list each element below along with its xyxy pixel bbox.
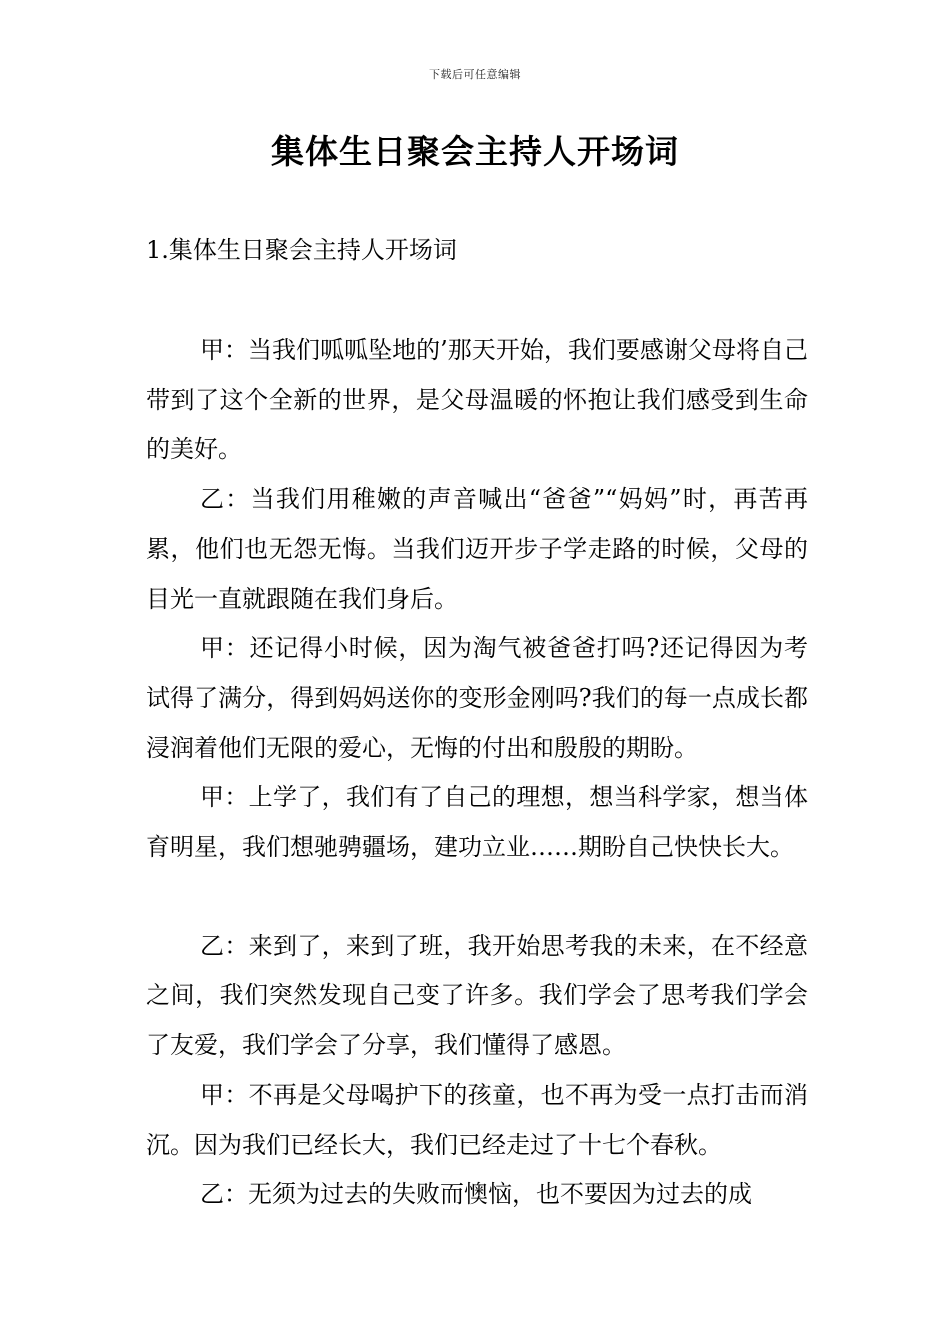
section-heading: 1.集体生日聚会主持人开场词	[146, 236, 457, 264]
paragraph-4: 甲：上学了，我们有了自己的理想，想当科学家，想当体育明星，我们想驰骋疆场，建功立业……期盼自己快快长大。	[146, 783, 808, 862]
paragraph-6: 甲：不再是父母喝护下的孩童，也不再为受一点打击而消沉。因为我们已经长大，我们已经走过了十七个春秋。	[146, 1080, 808, 1159]
paragraph-3: 甲：还记得小时候，因为淘气被爸爸打吗?还记得因为考试得了满分，得到妈妈送你的变形金刚吗?我们的每一点成长都浸润着他们无限的爱心，无悔的付出和殷殷的期盼。	[146, 634, 808, 762]
page-header-note: 下载后可任意编辑	[429, 68, 521, 81]
paragraph-5: 乙：来到了，来到了班，我开始思考我的未来，在不经意之间，我们突然发现自己变了许多。我们学会了思考我们学会了友爱，我们学会了分享，我们懂得了感恩。	[146, 931, 808, 1060]
paragraph-7: 乙：无须为过去的失败而懊恼，也不要因为过去的成	[200, 1180, 752, 1209]
document-body	[146, 326, 808, 1220]
document-title: 集体生日聚会主持人开场词	[271, 132, 679, 171]
paragraph-2: 乙：当我们用稚嫩的声音喊出“爸爸”“妈妈”时，再苦再累，他们也无怨无悔。当我们迈开步子学走路的时候，父母的目光一直就跟随在我们身后。	[146, 485, 808, 613]
paragraph-1: 甲：当我们呱呱坠地的’那天开始，我们要感谢父母将自己带到了这个全新的世界，是父母温暖的怀抱让我们感受到生命的美好。	[146, 336, 808, 464]
